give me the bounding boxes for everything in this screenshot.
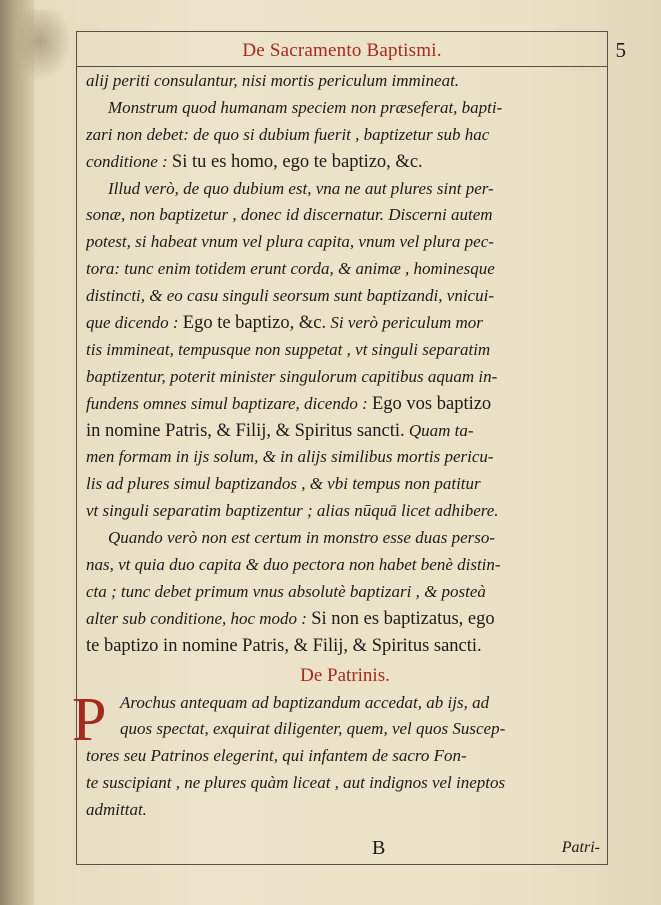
text-line: tores seu Patrinos elegerint, qui infantem de sacro Fon- <box>86 746 467 766</box>
baptismal-formula: Ego vos baptizo <box>371 393 492 414</box>
baptismal-formula: in nomine Patris, & Filij, & Spiritus sancti. <box>86 420 405 441</box>
text-line: alter sub conditione, hoc modo : Si non es baptizatus, ego <box>86 608 495 629</box>
signature-mark: B <box>372 837 386 859</box>
text-line: alij periti consulantur, nisi mortis periculum immineat. <box>86 71 460 90</box>
text-line: tora: tunc enim totidem erunt corda, & animæ , hominesque <box>86 259 495 279</box>
running-title: De Sacramento Baptismi. <box>242 40 442 61</box>
text-line: te suscipiant , ne plures quàm liceat , aut indignos vel ineptos <box>86 773 506 793</box>
header-rule <box>76 66 608 67</box>
baptismal-formula: Si non es baptizatus, ego <box>311 608 495 629</box>
text-line: in nomine Patris, & Filij, & Spiritus sancti. Quam ta- <box>86 420 474 441</box>
baptismal-formula: Si tu es homo, ego te baptizo, &c. <box>171 151 423 172</box>
text-line: conditione : Si tu es homo, ego te baptizo, &c. <box>86 151 423 172</box>
text-line <box>86 633 604 660</box>
section-heading: De Patrinis. <box>300 664 390 686</box>
drop-cap: P <box>72 685 107 754</box>
text-line: baptizentur, poterit minister singulorum capitibus aquam in- <box>86 366 498 386</box>
text-line: Monstrum quod humanam speciem non præseferat, bapti- <box>108 97 503 117</box>
text-line: zari non debet: de quo si dubium fuerit , baptizetur sub hac <box>86 124 490 144</box>
baptismal-formula: Ego te baptizo, &c. <box>182 313 327 334</box>
text-line: Illud verò, de quo dubium est, vna ne aut plures sint per- <box>108 178 494 198</box>
text-line: nas, vt quia duo capita & duo pectora non habet benè distin- <box>86 555 501 575</box>
text-body <box>72 68 604 824</box>
page-header <box>76 36 626 66</box>
page-footer <box>76 835 608 863</box>
text-line: sonæ, non baptizetur , donec id discernatur. Discerni autem <box>86 205 493 225</box>
text-line: lis ad plures simul baptizandos , & vbi tempus non patitur <box>86 474 481 494</box>
catchword: Patri- <box>561 839 600 856</box>
text-line: admittat. <box>86 800 147 820</box>
drop-cap-paragraph <box>72 685 604 824</box>
text-line: distincti, & eo casu singuli seorsum sunt baptizandi, vnicui- <box>86 286 494 306</box>
text-line: vt singuli separatim baptizentur ; alias nūquā licet adhibere. <box>86 501 499 521</box>
text-line: fundens omnes simul baptizare, dicendo : Ego vos baptizo <box>86 393 492 414</box>
text-line: Quando verò non est certum in monstro esse duas perso- <box>108 528 496 548</box>
baptismal-formula: te baptizo in nomine Patris, & Filij, & Spiritus sancti. <box>86 635 482 656</box>
paper-stain <box>18 10 72 80</box>
text-line: potest, si habeat vnum vel plura capita, vnum vel plura pec- <box>86 232 494 252</box>
text-line: Arochus antequam ad baptizandum accedat, ab ijs, ad <box>120 692 490 712</box>
page-number: 5 <box>615 38 626 62</box>
book-gutter <box>0 0 34 905</box>
text-line: que dicendo : Ego te baptizo, &c. Si verò periculum mor <box>86 313 483 334</box>
text-line: quos spectat, exquirat diligenter, quem, vel quos Suscep- <box>120 719 506 739</box>
text-line: tis immineat, tempusque non suppetat , vt singuli separatim <box>86 339 491 359</box>
text-line: men formam in ijs solum, & in alijs similibus mortis pericu- <box>86 447 494 467</box>
text-line: cta ; tunc debet primum vnus absolutè baptizari , & posteà <box>86 581 486 601</box>
